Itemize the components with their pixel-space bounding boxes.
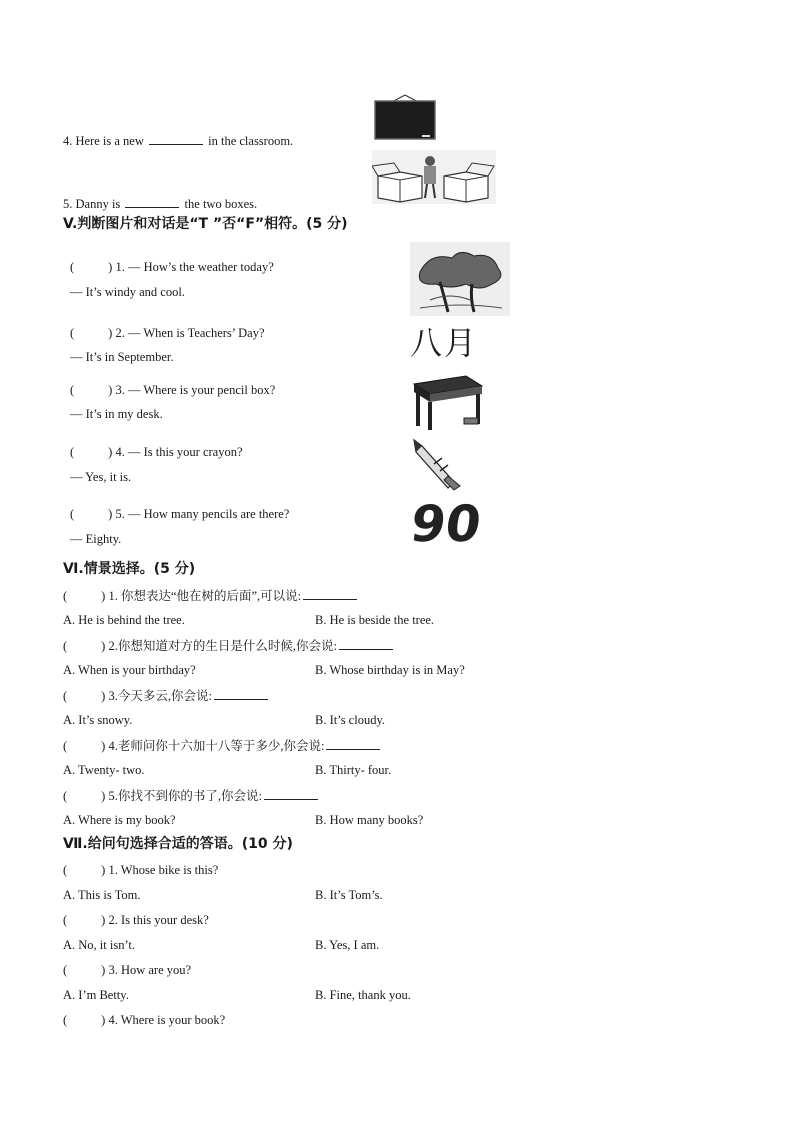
- situation-item-5-option-a[interactable]: A. Where is my book?: [63, 813, 176, 827]
- judge-item-5-answer: — Eighty.: [70, 532, 122, 546]
- response-item-2-question: ( ) 2. Is this your desk?: [63, 913, 209, 927]
- section-5-heading: V.判断图片和对话是“T ”否“F”相符。(5 分): [63, 216, 348, 232]
- response-item-3-question: ( ) 3. How are you?: [63, 963, 192, 977]
- situation-item-4-question: ( ) 4.老师问你十六加十八等于多少,你会说:: [63, 737, 382, 754]
- section-6-heading: Ⅵ.情景选择。(5 分): [63, 561, 196, 577]
- answer-blank[interactable]: [339, 637, 393, 650]
- situation-item-3-option-b[interactable]: B. It’s cloudy.: [315, 713, 386, 727]
- situation-item-2-option-b[interactable]: B. Whose birthday is in May?: [315, 663, 465, 677]
- answer-blank[interactable]: [214, 687, 268, 700]
- boy-between-boxes-picture: [372, 150, 496, 204]
- judge-item-5-question: ( ) 5. — How many pencils are there?: [70, 507, 290, 521]
- crayon-picture: [410, 436, 466, 492]
- judge-item-4-question: ( ) 4. — Is this your crayon?: [70, 445, 243, 459]
- answer-blank[interactable]: [125, 195, 179, 208]
- situation-item-1-option-b[interactable]: B. He is beside the tree.: [315, 613, 435, 627]
- situation-item-5-option-b[interactable]: B. How many books?: [315, 813, 424, 827]
- judge-item-2-answer: — It’s in September.: [70, 350, 174, 364]
- answer-blank[interactable]: [264, 787, 318, 800]
- judge-item-1-answer: — It’s windy and cool.: [70, 285, 185, 299]
- fill-item-5-after: the two boxes.: [184, 197, 258, 211]
- situation-item-1-question: ( ) 1. 你想表达“他在树的后面”,可以说:: [63, 587, 359, 604]
- response-item-2-option-b[interactable]: B. Yes, I am.: [315, 938, 380, 952]
- fill-item-5-before: 5. Danny is: [63, 197, 121, 211]
- judge-item-3-answer: — It’s in my desk.: [70, 407, 163, 421]
- response-item-4-question: ( ) 4. Where is your book?: [63, 1013, 226, 1027]
- response-item-2-option-a[interactable]: A. No, it isn’t.: [63, 938, 135, 952]
- situation-item-3-option-a[interactable]: A. It’s snowy.: [63, 713, 133, 727]
- response-item-1-question: ( ) 1. Whose bike is this?: [63, 863, 219, 877]
- situation-item-2-option-a[interactable]: A. When is your birthday?: [63, 663, 196, 677]
- judge-item-2-question: ( ) 2. — When is Teachers’ Day?: [70, 326, 265, 340]
- fill-item-4-before: 4. Here is a new: [63, 134, 144, 148]
- fill-item-5: [63, 195, 257, 212]
- ninety-picture-text: 90: [406, 495, 485, 553]
- desk-picture: [410, 372, 486, 432]
- situation-item-2-question: ( ) 2.你想知道对方的生日是什么时候,你会说:: [63, 637, 395, 654]
- response-item-3-option-b[interactable]: B. Fine, thank you.: [315, 988, 411, 1002]
- response-item-3-option-a[interactable]: A. I’m Betty.: [63, 988, 129, 1002]
- situation-item-3-question: ( ) 3.今天多云,你会说:: [63, 687, 270, 704]
- judge-item-4-answer: — Yes, it is.: [70, 470, 132, 484]
- situation-item-5-question: ( ) 5.你找不到你的书了,你会说:: [63, 787, 320, 804]
- blackboard-picture: [372, 93, 438, 141]
- response-item-1-option-a[interactable]: A. This is Tom.: [63, 888, 141, 902]
- answer-blank[interactable]: [326, 737, 380, 750]
- answer-blank[interactable]: [149, 132, 203, 145]
- august-picture-text: 八月: [410, 324, 479, 362]
- judge-item-1-question: ( ) 1. — How’s the weather today?: [70, 260, 274, 274]
- situation-item-1-option-a[interactable]: A. He is behind the tree.: [63, 613, 185, 627]
- section-7-heading: Ⅶ.给问句选择合适的答语。(10 分): [63, 836, 293, 852]
- situation-item-4-option-a[interactable]: A. Twenty- two.: [63, 763, 145, 777]
- situation-item-4-option-b[interactable]: B. Thirty- four.: [315, 763, 392, 777]
- windy-trees-picture: [410, 242, 510, 316]
- response-item-1-option-b[interactable]: B. It’s Tom’s.: [315, 888, 383, 902]
- fill-item-4-after: in the classroom.: [208, 134, 294, 148]
- answer-blank[interactable]: [303, 587, 357, 600]
- judge-item-3-question: ( ) 3. — Where is your pencil box?: [70, 383, 276, 397]
- fill-item-4: [63, 132, 293, 149]
